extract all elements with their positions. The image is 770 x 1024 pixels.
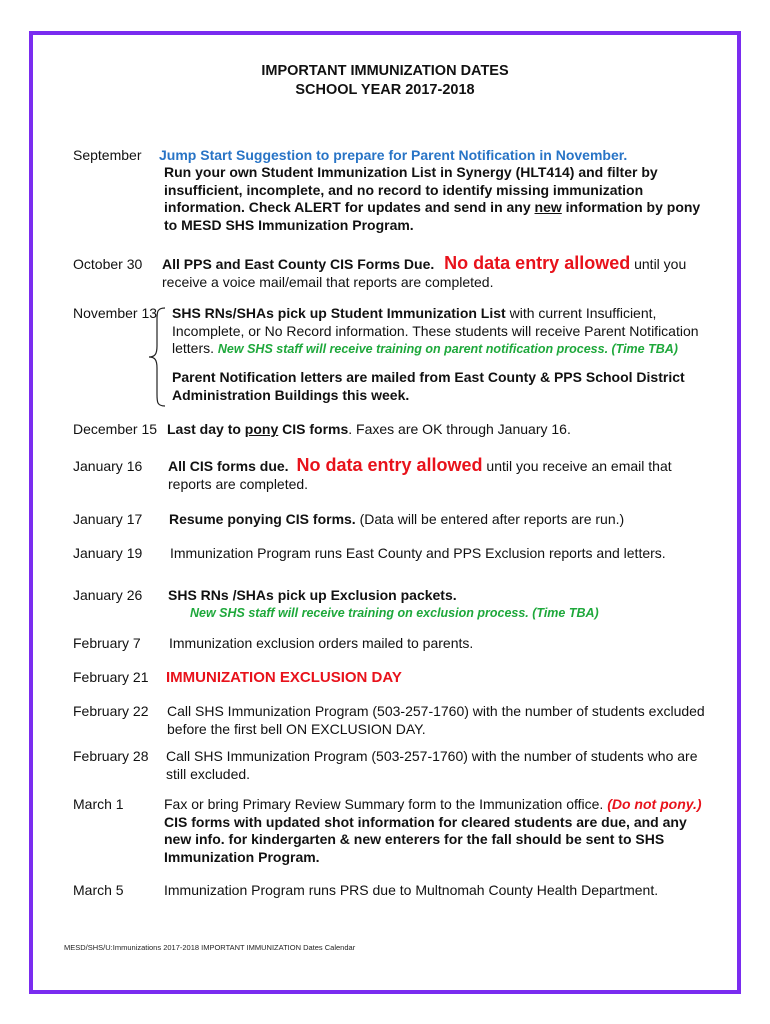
entry-text: letters. [172,340,218,356]
entry-text: Administration Buildings this week. [172,386,410,403]
entry-date: October 30 [73,256,143,272]
entry-text: All CIS forms due. [168,458,289,474]
entry-date: February 21 [73,669,149,685]
entry-date: January 26 [73,587,143,603]
entry-text: until you [630,256,687,272]
jump-start-heading: Jump Start Suggestion to prepare for Parent Notification in November. [159,147,628,163]
entry-text: to MESD SHS Immunization Program. [164,216,414,233]
entry-date: January 19 [73,545,143,561]
entry-text: pony [244,421,279,437]
entry-text: still excluded. [166,765,251,782]
entry-text: with current Insufficient, [505,305,657,321]
entry-date: February 28 [73,748,149,764]
entry-text: Immunization Program. [164,848,320,865]
exclusion-day-heading: IMMUNIZATION EXCLUSION DAY [166,669,402,686]
entry-date: November 13 [73,305,158,321]
entry-text: Last day to [167,421,245,437]
entry-text: SHS RNs /SHAs pick up Exclusion packets. [168,587,457,603]
entry-text: information by pony [561,199,701,215]
entry-text: . Faxes are OK through January 16. [348,421,571,437]
training-note: New SHS staff will receive training on exclusion process. (Time TBA) [190,605,599,620]
entry-date: September [73,147,142,163]
no-data-entry-warning: No data entry allowed [296,455,483,475]
entry-text: Parent Notification letters are mailed from East County & PPS School District [172,369,685,385]
entry-text: All PPS and East County CIS Forms Due. [162,256,435,272]
entry-date: December 15 [73,421,158,437]
entry-text: Call SHS Immunization Program (503-257-1760) with the number of students who are [166,748,698,764]
entry-text: insufficient, incomplete, and no record to identify missing immunization [164,181,644,198]
entry-text: Immunization Program runs East County and PPS Exclusion reports and letters. [170,545,666,561]
entry-text: SHS RNs/SHAs pick up Student Immunization List [172,305,506,321]
curly-brace-icon [145,306,169,408]
entry-text: Resume ponying CIS forms. [169,511,356,527]
entry-date: February 22 [73,703,149,719]
entry-text: Fax or bring Primary Review Summary form to the Immunization office. [164,796,608,812]
entry-text: Incomplete, or No Record information. These students will receive Parent Notification [172,322,699,339]
entry-date: January 16 [73,458,143,474]
entry-text: information. Check ALERT for updates and send in any [164,199,535,215]
entry-text: Immunization Program runs PRS due to Multnomah County Health Department. [164,882,659,898]
training-note: New SHS staff will receive training on parent notification process. (Time TBA) [217,342,678,356]
entry-text: Call SHS Immunization Program (503-257-1760) with the number of students excluded [167,703,705,719]
entry-text: Run your own Student Immunization List in Synergy (HLT414) and filter by [164,164,658,180]
title-line-1: IMPORTANT IMMUNIZATION DATES [261,63,509,79]
entry-text: (Data will be entered after reports are run.) [355,511,625,527]
entry-text: receive a voice mail/email that reports are completed. [162,273,494,290]
entry-text: new info. for kindergarten & new enterers for the fall should be sent to SHS [164,831,665,847]
entry-text: Immunization exclusion orders mailed to parents. [169,635,474,651]
entry-date: March 5 [73,882,124,898]
entry-text: before the first bell ON EXCLUSION DAY. [167,720,426,737]
title-line-2: SCHOOL YEAR 2017-2018 [295,82,475,98]
entry-text: CIS forms with updated shot information for cleared students are due, and any [164,813,687,830]
do-not-pony-note: (Do not pony.) [607,796,702,812]
entry-date: February 7 [73,635,141,651]
footer-path: MESD/SHS/U:Immunizations 2017-2018 IMPORTANT IMMUNIZATION Dates Calendar [64,943,356,952]
entry-text: until you receive an email that [482,458,672,474]
entry-date: March 1 [73,796,124,812]
entry-date: January 17 [73,511,143,527]
entry-text: new [534,199,562,215]
entry-text: reports are completed. [168,475,309,492]
entry-text: CIS forms [278,421,349,437]
no-data-entry-warning: No data entry allowed [444,253,631,273]
